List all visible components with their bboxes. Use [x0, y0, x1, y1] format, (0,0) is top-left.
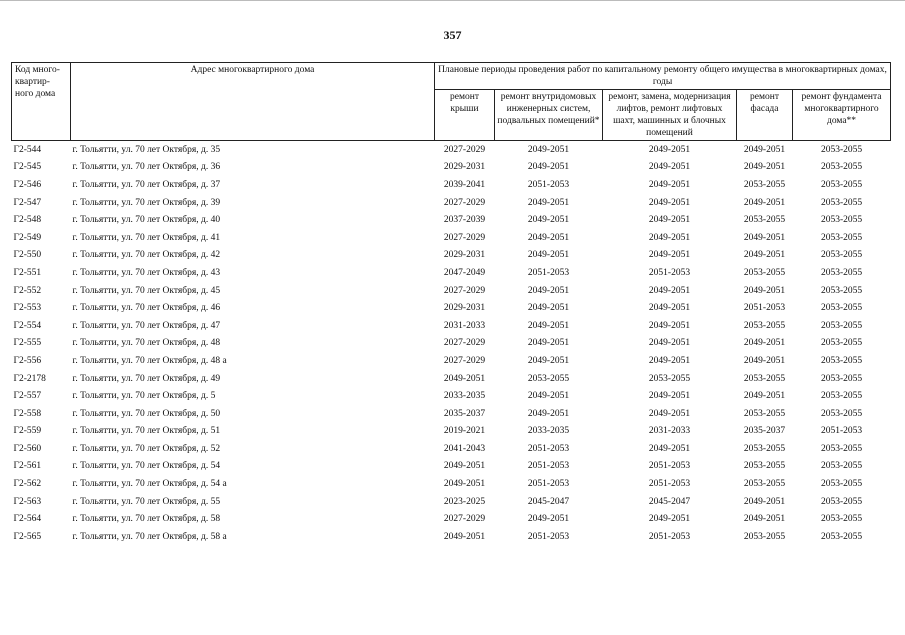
cell-facade: 2053-2055 [743, 320, 786, 331]
table-row [12, 176, 891, 194]
cell-address: г. Тольятти, ул. 70 лет Октября, д. 52 [72, 443, 221, 454]
cell-facade: 2053-2055 [743, 408, 786, 419]
cell-foundation: 2053-2055 [820, 479, 863, 490]
cell-address: г. Тольятти, ул. 70 лет Октября, д. 51 [72, 426, 221, 437]
cell-engineering: 2049-2051 [527, 338, 570, 349]
header-roof: ремонт крыши [435, 90, 495, 141]
cell-code: Г2-561 [13, 461, 42, 472]
cell-engineering: 2051-2053 [527, 531, 570, 542]
repair-schedule-table [11, 62, 891, 546]
cell-roof: 2033-2035 [443, 391, 486, 402]
cell-address: г. Тольятти, ул. 70 лет Октября, д. 55 [72, 496, 221, 507]
cell-roof: 2029-2031 [443, 250, 486, 261]
cell-elevators: 2049-2051 [648, 197, 691, 208]
cell-address: г. Тольятти, ул. 70 лет Октября, д. 39 [72, 197, 221, 208]
cell-code: Г2-565 [13, 531, 42, 542]
cell-engineering: 2033-2035 [527, 426, 570, 437]
cell-roof: 2027-2029 [443, 355, 486, 366]
cell-elevators: 2049-2051 [648, 303, 691, 314]
cell-foundation: 2051-2053 [820, 426, 863, 437]
cell-code: Г2-554 [13, 320, 42, 331]
header-code: Код много-квартир-ного дома [12, 63, 71, 141]
cell-code: Г2-550 [13, 250, 42, 261]
cell-code: Г2-547 [13, 197, 42, 208]
cell-roof: 2027-2029 [443, 197, 486, 208]
cell-facade: 2049-2051 [743, 232, 786, 243]
cell-roof: 2041-2043 [443, 443, 486, 454]
cell-code: Г2-559 [13, 426, 42, 437]
cell-code: Г2-544 [13, 144, 42, 155]
cell-code: Г2-562 [13, 479, 42, 490]
cell-address: г. Тольятти, ул. 70 лет Октября, д. 37 [72, 179, 221, 190]
cell-engineering: 2049-2051 [527, 391, 570, 402]
header-elevators: ремонт, замена, модернизация лифтов, ремонт лифтовых шахт, машинных и блочных помещений [603, 90, 737, 141]
cell-code: Г2-548 [13, 215, 42, 226]
cell-address: г. Тольятти, ул. 70 лет Октября, д. 54 [72, 461, 221, 472]
cell-foundation: 2053-2055 [820, 514, 863, 525]
cell-address: г. Тольятти, ул. 70 лет Октября, д. 46 [72, 303, 221, 314]
table-row [12, 159, 891, 177]
cell-elevators: 2049-2051 [648, 355, 691, 366]
cell-address: г. Тольятти, ул. 70 лет Октября, д. 45 [72, 285, 221, 296]
cell-elevators: 2049-2051 [648, 320, 691, 331]
cell-code: Г2-563 [13, 496, 42, 507]
cell-elevators: 2049-2051 [648, 215, 691, 226]
cell-code: Г2-552 [13, 285, 42, 296]
cell-roof: 2049-2051 [443, 479, 486, 490]
cell-roof: 2049-2051 [443, 373, 486, 384]
cell-elevators: 2049-2051 [648, 391, 691, 402]
table-row [12, 211, 891, 229]
cell-foundation: 2053-2055 [820, 408, 863, 419]
cell-elevators: 2049-2051 [648, 514, 691, 525]
cell-roof: 2023-2025 [443, 496, 486, 507]
table-row [12, 352, 891, 370]
cell-elevators: 2051-2053 [648, 531, 691, 542]
cell-engineering: 2049-2051 [527, 197, 570, 208]
header-foundation: ремонт фундамента многоквартирного дома** [793, 90, 891, 141]
cell-elevators: 2049-2051 [648, 285, 691, 296]
cell-address: г. Тольятти, ул. 70 лет Октября, д. 42 [72, 250, 221, 261]
cell-facade: 2049-2051 [743, 514, 786, 525]
table-body [12, 141, 891, 546]
table-row [12, 282, 891, 300]
cell-address: г. Тольятти, ул. 70 лет Октября, д. 5 [72, 391, 216, 402]
cell-engineering: 2049-2051 [527, 408, 570, 419]
cell-facade: 2053-2055 [743, 461, 786, 472]
table-row [12, 141, 891, 159]
cell-engineering: 2053-2055 [527, 373, 570, 384]
cell-address: г. Тольятти, ул. 70 лет Октября, д. 54 а [72, 479, 227, 490]
header-engineering: ремонт внутридомовых инженерных систем, подвальных помещений* [495, 90, 603, 141]
cell-foundation: 2053-2055 [820, 267, 863, 278]
cell-engineering: 2049-2051 [527, 232, 570, 243]
cell-elevators: 2049-2051 [648, 443, 691, 454]
cell-roof: 2039-2041 [443, 179, 486, 190]
cell-foundation: 2053-2055 [820, 373, 863, 384]
table-row [12, 247, 891, 265]
cell-facade: 2049-2051 [743, 197, 786, 208]
cell-elevators: 2049-2051 [648, 408, 691, 419]
cell-foundation: 2053-2055 [820, 338, 863, 349]
cell-roof: 2027-2029 [443, 285, 486, 296]
cell-foundation: 2053-2055 [820, 197, 863, 208]
table-row [12, 493, 891, 511]
cell-foundation: 2053-2055 [820, 496, 863, 507]
cell-elevators: 2049-2051 [648, 162, 691, 173]
cell-foundation: 2053-2055 [820, 179, 863, 190]
cell-engineering: 2049-2051 [527, 144, 570, 155]
cell-elevators: 2051-2053 [648, 479, 691, 490]
table-row [12, 264, 891, 282]
cell-foundation: 2053-2055 [820, 355, 863, 366]
cell-facade: 2053-2055 [743, 373, 786, 384]
cell-facade: 2049-2051 [743, 355, 786, 366]
table-row [12, 475, 891, 493]
cell-facade: 2049-2051 [743, 144, 786, 155]
cell-elevators: 2049-2051 [648, 338, 691, 349]
cell-facade: 2051-2053 [743, 303, 786, 314]
cell-facade: 2053-2055 [743, 267, 786, 278]
cell-foundation: 2053-2055 [820, 250, 863, 261]
cell-code: Г2-545 [13, 162, 42, 173]
table-row [12, 510, 891, 528]
cell-roof: 2019-2021 [443, 426, 486, 437]
cell-address: г. Тольятти, ул. 70 лет Октября, д. 35 [72, 144, 221, 155]
cell-foundation: 2053-2055 [820, 215, 863, 226]
cell-engineering: 2045-2047 [527, 496, 570, 507]
table-row [12, 370, 891, 388]
cell-foundation: 2053-2055 [820, 144, 863, 155]
table-header [12, 63, 891, 141]
cell-address: г. Тольятти, ул. 70 лет Октября, д. 41 [72, 232, 221, 243]
cell-address: г. Тольятти, ул. 70 лет Октября, д. 36 [72, 162, 221, 173]
cell-engineering: 2049-2051 [527, 215, 570, 226]
cell-code: Г2-546 [13, 179, 42, 190]
table-row [12, 194, 891, 212]
cell-engineering: 2051-2053 [527, 179, 570, 190]
cell-code: Г2-553 [13, 303, 42, 314]
header-address: Адрес многоквартирного дома [71, 63, 435, 141]
cell-elevators: 2049-2051 [648, 144, 691, 155]
cell-roof: 2049-2051 [443, 531, 486, 542]
cell-facade: 2049-2051 [743, 391, 786, 402]
cell-engineering: 2049-2051 [527, 162, 570, 173]
cell-engineering: 2049-2051 [527, 514, 570, 525]
cell-foundation: 2053-2055 [820, 285, 863, 296]
cell-code: Г2-556 [13, 355, 42, 366]
cell-facade: 2049-2051 [743, 285, 786, 296]
cell-roof: 2029-2031 [443, 162, 486, 173]
table-row [12, 458, 891, 476]
table-row [12, 387, 891, 405]
cell-foundation: 2053-2055 [820, 443, 863, 454]
cell-elevators: 2049-2051 [648, 179, 691, 190]
cell-roof: 2027-2029 [443, 144, 486, 155]
table-row [12, 440, 891, 458]
cell-address: г. Тольятти, ул. 70 лет Октября, д. 50 [72, 408, 221, 419]
cell-engineering: 2049-2051 [527, 303, 570, 314]
cell-engineering: 2049-2051 [527, 285, 570, 296]
cell-elevators: 2049-2051 [648, 250, 691, 261]
cell-foundation: 2053-2055 [820, 531, 863, 542]
cell-foundation: 2053-2055 [820, 320, 863, 331]
cell-foundation: 2053-2055 [820, 461, 863, 472]
cell-address: г. Тольятти, ул. 70 лет Октября, д. 40 [72, 215, 221, 226]
cell-code: Г2-564 [13, 514, 42, 525]
cell-roof: 2029-2031 [443, 303, 486, 314]
cell-foundation: 2053-2055 [820, 391, 863, 402]
cell-roof: 2027-2029 [443, 232, 486, 243]
cell-facade: 2049-2051 [743, 338, 786, 349]
cell-engineering: 2051-2053 [527, 479, 570, 490]
cell-facade: 2053-2055 [743, 443, 786, 454]
cell-code: Г2-558 [13, 408, 42, 419]
header-periods-group: Плановые периоды проведения работ по капитальному ремонту общего имущества в многоквартирных домах, годы [435, 63, 891, 90]
cell-roof: 2027-2029 [443, 514, 486, 525]
cell-address: г. Тольятти, ул. 70 лет Октября, д. 47 [72, 320, 221, 331]
cell-code: Г2-551 [13, 267, 42, 278]
table-row [12, 423, 891, 441]
table-row [12, 299, 891, 317]
cell-facade: 2053-2055 [743, 179, 786, 190]
cell-code: Г2-2178 [13, 373, 46, 384]
cell-foundation: 2053-2055 [820, 303, 863, 314]
cell-elevators: 2045-2047 [648, 496, 691, 507]
cell-elevators: 2051-2053 [648, 267, 691, 278]
cell-code: Г2-560 [13, 443, 42, 454]
table-row [12, 335, 891, 353]
cell-engineering: 2051-2053 [527, 267, 570, 278]
cell-roof: 2047-2049 [443, 267, 486, 278]
cell-address: г. Тольятти, ул. 70 лет Октября, д. 43 [72, 267, 221, 278]
cell-address: г. Тольятти, ул. 70 лет Октября, д. 49 [72, 373, 221, 384]
cell-facade: 2053-2055 [743, 479, 786, 490]
cell-foundation: 2053-2055 [820, 232, 863, 243]
table-row [12, 528, 891, 546]
cell-code: Г2-549 [13, 232, 42, 243]
cell-facade: 2049-2051 [743, 496, 786, 507]
top-border-line [0, 0, 905, 1]
page-number: 357 [443, 28, 462, 42]
cell-address: г. Тольятти, ул. 70 лет Октября, д. 48 а [72, 355, 227, 366]
cell-code: Г2-557 [13, 391, 42, 402]
cell-elevators: 2053-2055 [648, 373, 691, 384]
cell-facade: 2053-2055 [743, 531, 786, 542]
cell-code: Г2-555 [13, 338, 42, 349]
cell-facade: 2049-2051 [743, 250, 786, 261]
table-row [12, 405, 891, 423]
cell-engineering: 2049-2051 [527, 250, 570, 261]
cell-engineering: 2051-2053 [527, 461, 570, 472]
cell-roof: 2031-2033 [443, 320, 486, 331]
cell-address: г. Тольятти, ул. 70 лет Октября, д. 48 [72, 338, 221, 349]
table-row [12, 229, 891, 247]
cell-engineering: 2049-2051 [527, 355, 570, 366]
cell-roof: 2049-2051 [443, 461, 486, 472]
cell-roof: 2035-2037 [443, 408, 486, 419]
header-facade: ремонт фасада [737, 90, 793, 141]
cell-facade: 2053-2055 [743, 215, 786, 226]
cell-engineering: 2049-2051 [527, 320, 570, 331]
cell-foundation: 2053-2055 [820, 162, 863, 173]
cell-elevators: 2049-2051 [648, 232, 691, 243]
cell-elevators: 2031-2033 [648, 426, 691, 437]
cell-elevators: 2051-2053 [648, 461, 691, 472]
cell-facade: 2049-2051 [743, 162, 786, 173]
cell-facade: 2035-2037 [743, 426, 786, 437]
cell-roof: 2037-2039 [443, 215, 486, 226]
table-row [12, 317, 891, 335]
cell-address: г. Тольятти, ул. 70 лет Октября, д. 58 [72, 514, 221, 525]
cell-address: г. Тольятти, ул. 70 лет Октября, д. 58 а [72, 531, 227, 542]
cell-engineering: 2051-2053 [527, 443, 570, 454]
cell-roof: 2027-2029 [443, 338, 486, 349]
